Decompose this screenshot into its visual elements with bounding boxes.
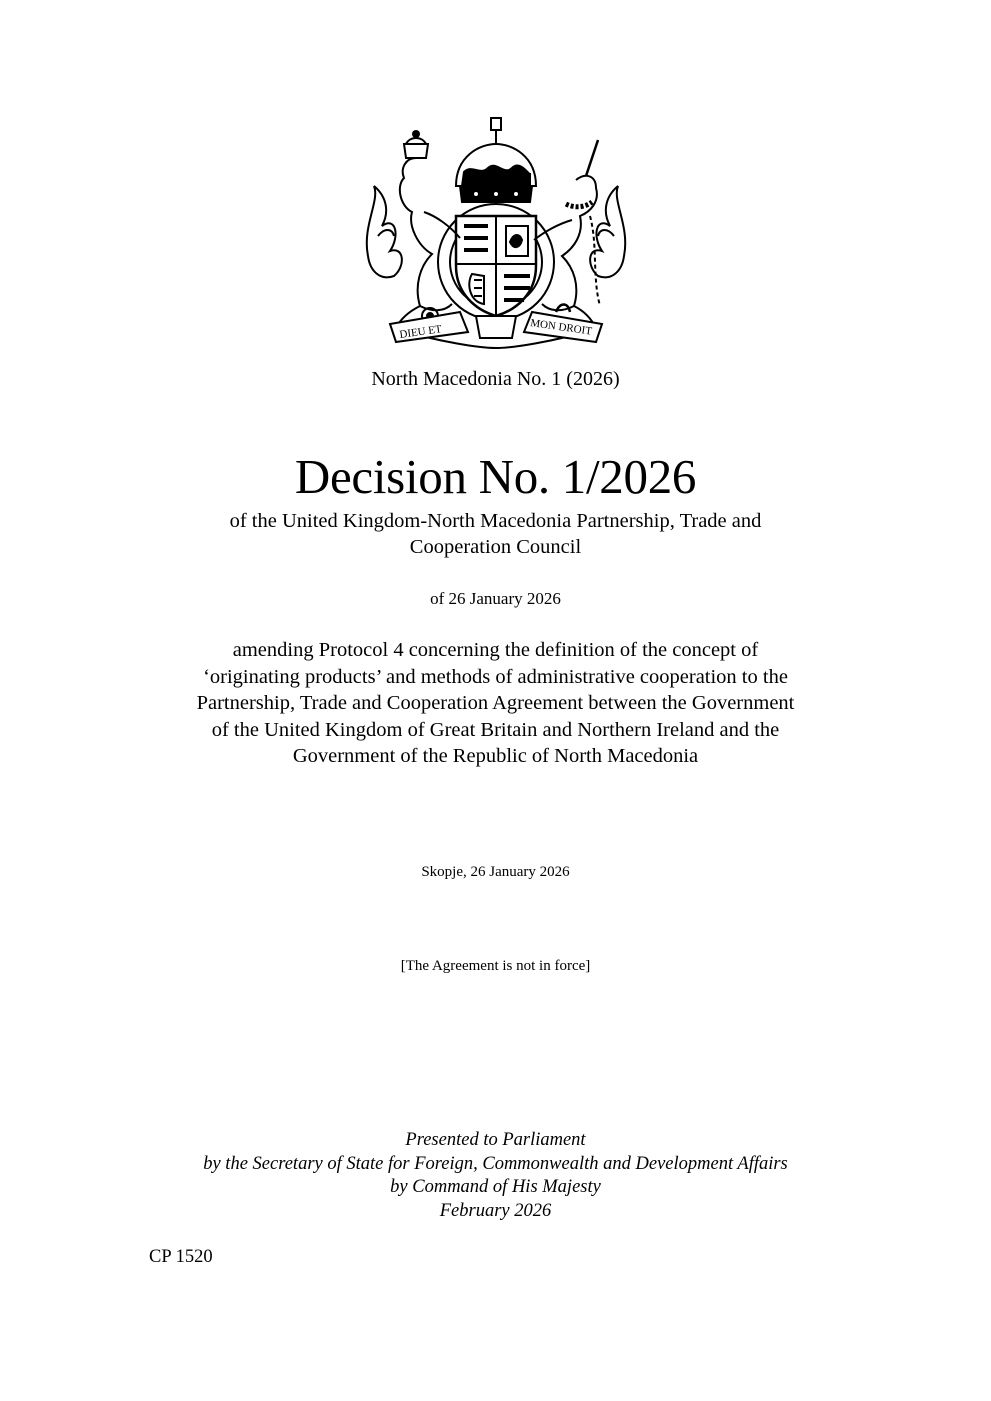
- royal-coat-of-arms-icon: [360, 116, 632, 352]
- decision-date: of 26 January 2026: [430, 589, 561, 608]
- amending-line: Partnership, Trade and Cooperation Agreement between the Government: [196, 692, 795, 714]
- council-subtitle: [150, 508, 841, 560]
- presented-line: February 2026: [439, 1200, 552, 1221]
- subtitle-line: of the United Kingdom-North Macedonia Partnership, Trade and: [229, 510, 762, 532]
- svg-text:DIEU ET: DIEU ET: [398, 323, 443, 341]
- subtitle-line: Cooperation Council: [409, 536, 582, 558]
- presentation-statement: [0, 1129, 991, 1223]
- presented-line: by the Secretary of State for Foreign, Commonwealth and Development Affairs: [203, 1153, 788, 1174]
- place-and-date: Skopje, 26 January 2026: [421, 864, 570, 880]
- agreement-status: [The Agreement is not in force]: [400, 958, 591, 974]
- series-number: North Macedonia No. 1 (2026): [371, 368, 620, 390]
- page-title: Decision No. 1/2026: [294, 449, 697, 504]
- amending-line: Government of the Republic of North Macedonia: [292, 745, 699, 767]
- svg-text:MON DROIT: MON DROIT: [529, 317, 593, 338]
- amending-description: [140, 637, 851, 770]
- amending-line: amending Protocol 4 concerning the definition of the concept of: [232, 639, 759, 661]
- amending-line: ‘originating products’ and methods of administrative cooperation to the: [203, 665, 788, 688]
- command-paper-number: CP 1520: [149, 1247, 213, 1267]
- presented-line: by Command of His Majesty: [390, 1177, 601, 1197]
- amending-line: of the United Kingdom of Great Britain and Northern Ireland and the: [211, 718, 780, 741]
- presented-line: Presented to Parliament: [405, 1130, 586, 1150]
